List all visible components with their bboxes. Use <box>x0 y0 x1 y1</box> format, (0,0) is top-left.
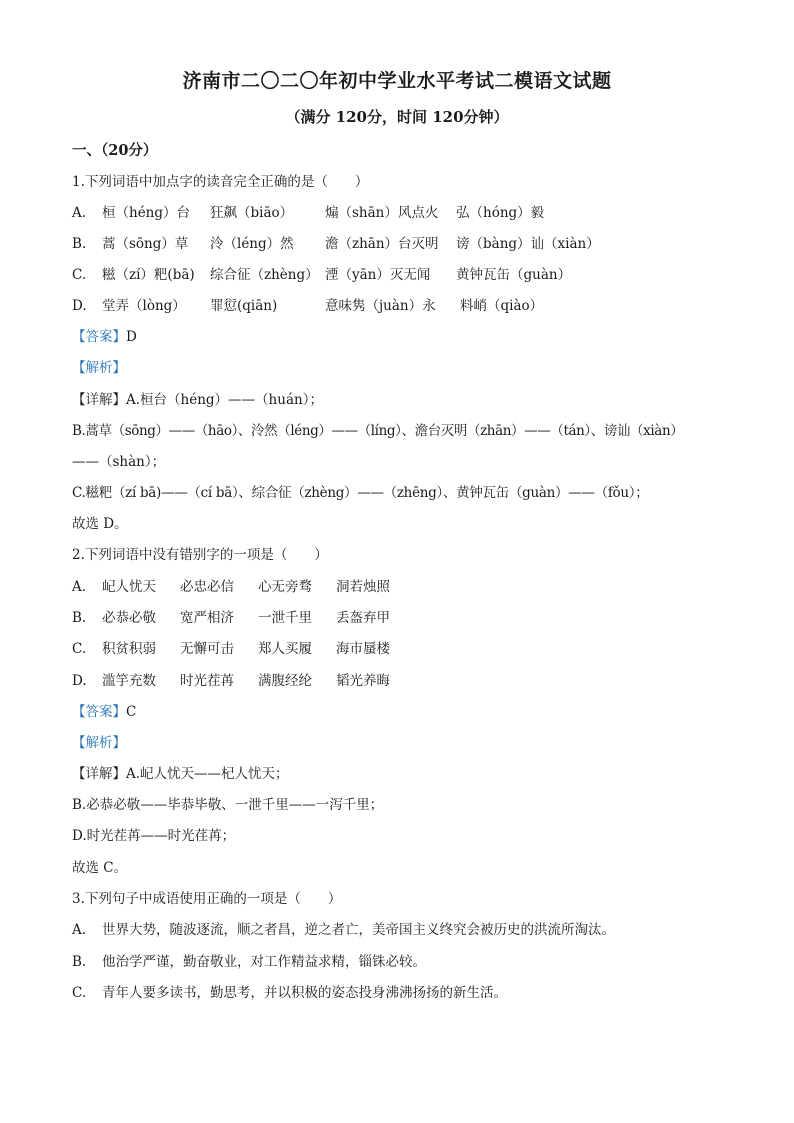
option-text: 他治学严谨，勤奋敬业，对工作精益求精，锱铢必较。 <box>102 954 426 970</box>
question-1-detail <box>72 390 732 410</box>
option-item: 弘（hóng）毅 <box>456 205 545 221</box>
question-2-stem: 2.下列词语中没有错别字的一项是（ ） <box>72 547 328 563</box>
option-item: 黄钟瓦缶（guàn） <box>456 267 572 283</box>
option-item: 郑人买履 <box>258 641 312 657</box>
option-item: 泠（léng）然 <box>210 236 294 252</box>
option-item: 屺人忧天 <box>102 579 156 595</box>
question-1-analysis-tag: 【解析】 <box>72 360 126 376</box>
question-2-answer <box>72 702 732 722</box>
question-1-conclusion: 故选 D。 <box>72 516 128 532</box>
question-2-option-b <box>72 608 732 628</box>
question-1-answer <box>72 327 732 347</box>
detail-text: A.屺人忧天——杞人忧天； <box>126 766 289 782</box>
option-item: 海市蜃楼 <box>336 641 390 657</box>
option-item: 蒿（sōng）草 <box>102 236 189 252</box>
question-2-detail <box>72 764 732 784</box>
option-item: 意味隽（juàn）永 <box>325 298 436 314</box>
option-label: B. <box>72 610 87 626</box>
question-2-conclusion: 故选 C。 <box>72 860 128 876</box>
question-3-option-c <box>72 983 732 1003</box>
option-item: 湮（yān）灭无闻 <box>325 267 431 283</box>
option-item: 狂飙（biāo） <box>210 205 294 221</box>
option-item: 一泄千里 <box>258 610 312 626</box>
option-item: 丢盔弃甲 <box>336 610 390 626</box>
question-2-detail-line: D.时光茬苒——时光荏苒； <box>72 828 236 844</box>
option-label: A. <box>72 579 87 595</box>
option-item: 必恭必敬 <box>102 610 156 626</box>
option-item: 无懈可击 <box>180 641 234 657</box>
option-item: 必忠必信 <box>180 579 234 595</box>
option-item: 桓（héng）台 <box>102 205 191 221</box>
question-2-option-c <box>72 639 732 659</box>
detail-tag: 【详解】 <box>72 766 126 782</box>
question-1-detail-line: B.蒿草（sōng）——（hāo）、泠然（léng）——（líng）、澹台灭明（zhān）——（tán）、谤讪（xiàn） <box>72 423 684 439</box>
page-title: 济南市二〇二〇年初中学业水平考试二模语文试题 <box>182 70 612 92</box>
option-label: A. <box>72 205 87 221</box>
option-item: 韬光养晦 <box>336 673 390 689</box>
question-2-detail-line: B.必恭必敬——毕恭毕敬、一泄千里——一泻千里； <box>72 797 384 813</box>
answer-value: C <box>126 704 137 720</box>
option-item: 满腹经纶 <box>258 673 312 689</box>
question-2-option-d <box>72 671 732 691</box>
option-item: 时光茬苒 <box>180 673 234 689</box>
question-1-detail-line: ——（shàn）； <box>72 454 166 470</box>
option-item: 洞若烛照 <box>336 579 390 595</box>
option-label: C. <box>72 641 87 657</box>
option-item: 综合征（zhèng） <box>210 267 319 283</box>
option-item: 罪愆(qiān) <box>210 298 278 314</box>
question-3-option-b <box>72 952 732 972</box>
option-label: D. <box>72 673 87 689</box>
option-item: 滥竽充数 <box>102 673 156 689</box>
answer-tag: 【答案】 <box>72 329 126 345</box>
question-1-option-a <box>72 203 732 223</box>
option-item: 宽严相济 <box>180 610 234 626</box>
section-heading: 一、（20分） <box>72 142 158 159</box>
option-label: C. <box>72 267 87 283</box>
answer-tag: 【答案】 <box>72 704 126 720</box>
option-text: 青年人要多读书，勤思考，并以积极的姿态投身沸沸扬扬的新生活。 <box>102 985 507 1001</box>
option-item: 谤（bàng）讪（xiàn） <box>456 236 600 252</box>
option-text: 世界大势，随波逐流，顺之者昌，逆之者亡，美帝国主义终究会被历史的洪流所淘汰。 <box>102 922 615 938</box>
question-1-option-c <box>72 265 732 285</box>
question-2-option-a <box>72 577 732 597</box>
option-label: A. <box>72 922 87 938</box>
option-label: B. <box>72 954 87 970</box>
detail-text: A.桓台（héng）——（huán）； <box>126 392 323 408</box>
option-item: 澹（zhān）台灭明 <box>325 236 439 252</box>
question-1-stem: 1.下列词语中加点字的读音完全正确的是（ ） <box>72 174 369 190</box>
question-1-option-b <box>72 234 732 254</box>
detail-tag: 【详解】 <box>72 392 126 408</box>
option-item: 积贫积弱 <box>102 641 156 657</box>
option-item: 堂弄（lòng） <box>102 298 186 314</box>
option-label: C. <box>72 985 87 1001</box>
page-subtitle: （满分 120分，时间 120分钟） <box>285 108 509 126</box>
question-1-detail-line: C.糍粑（zí bā)——（cí bā）、综合征（zhèng）——（zhēng）、黄钟瓦缶（guàn）——（fǒu）； <box>72 485 649 501</box>
question-2-analysis-tag: 【解析】 <box>72 735 126 751</box>
option-item: 料峭（qiào） <box>460 298 544 314</box>
question-3-option-a <box>72 920 732 940</box>
question-1-option-d <box>72 296 732 316</box>
answer-value: D <box>126 329 137 345</box>
option-item: 煽（shān）风点火 <box>325 205 439 221</box>
option-item: 糍（zí）粑(bā) <box>102 267 195 283</box>
option-label: D. <box>72 298 87 314</box>
question-3-stem: 3.下列句子中成语使用正确的一项是（ ） <box>72 891 342 907</box>
option-item: 心无旁骛 <box>258 579 312 595</box>
option-label: B. <box>72 236 87 252</box>
